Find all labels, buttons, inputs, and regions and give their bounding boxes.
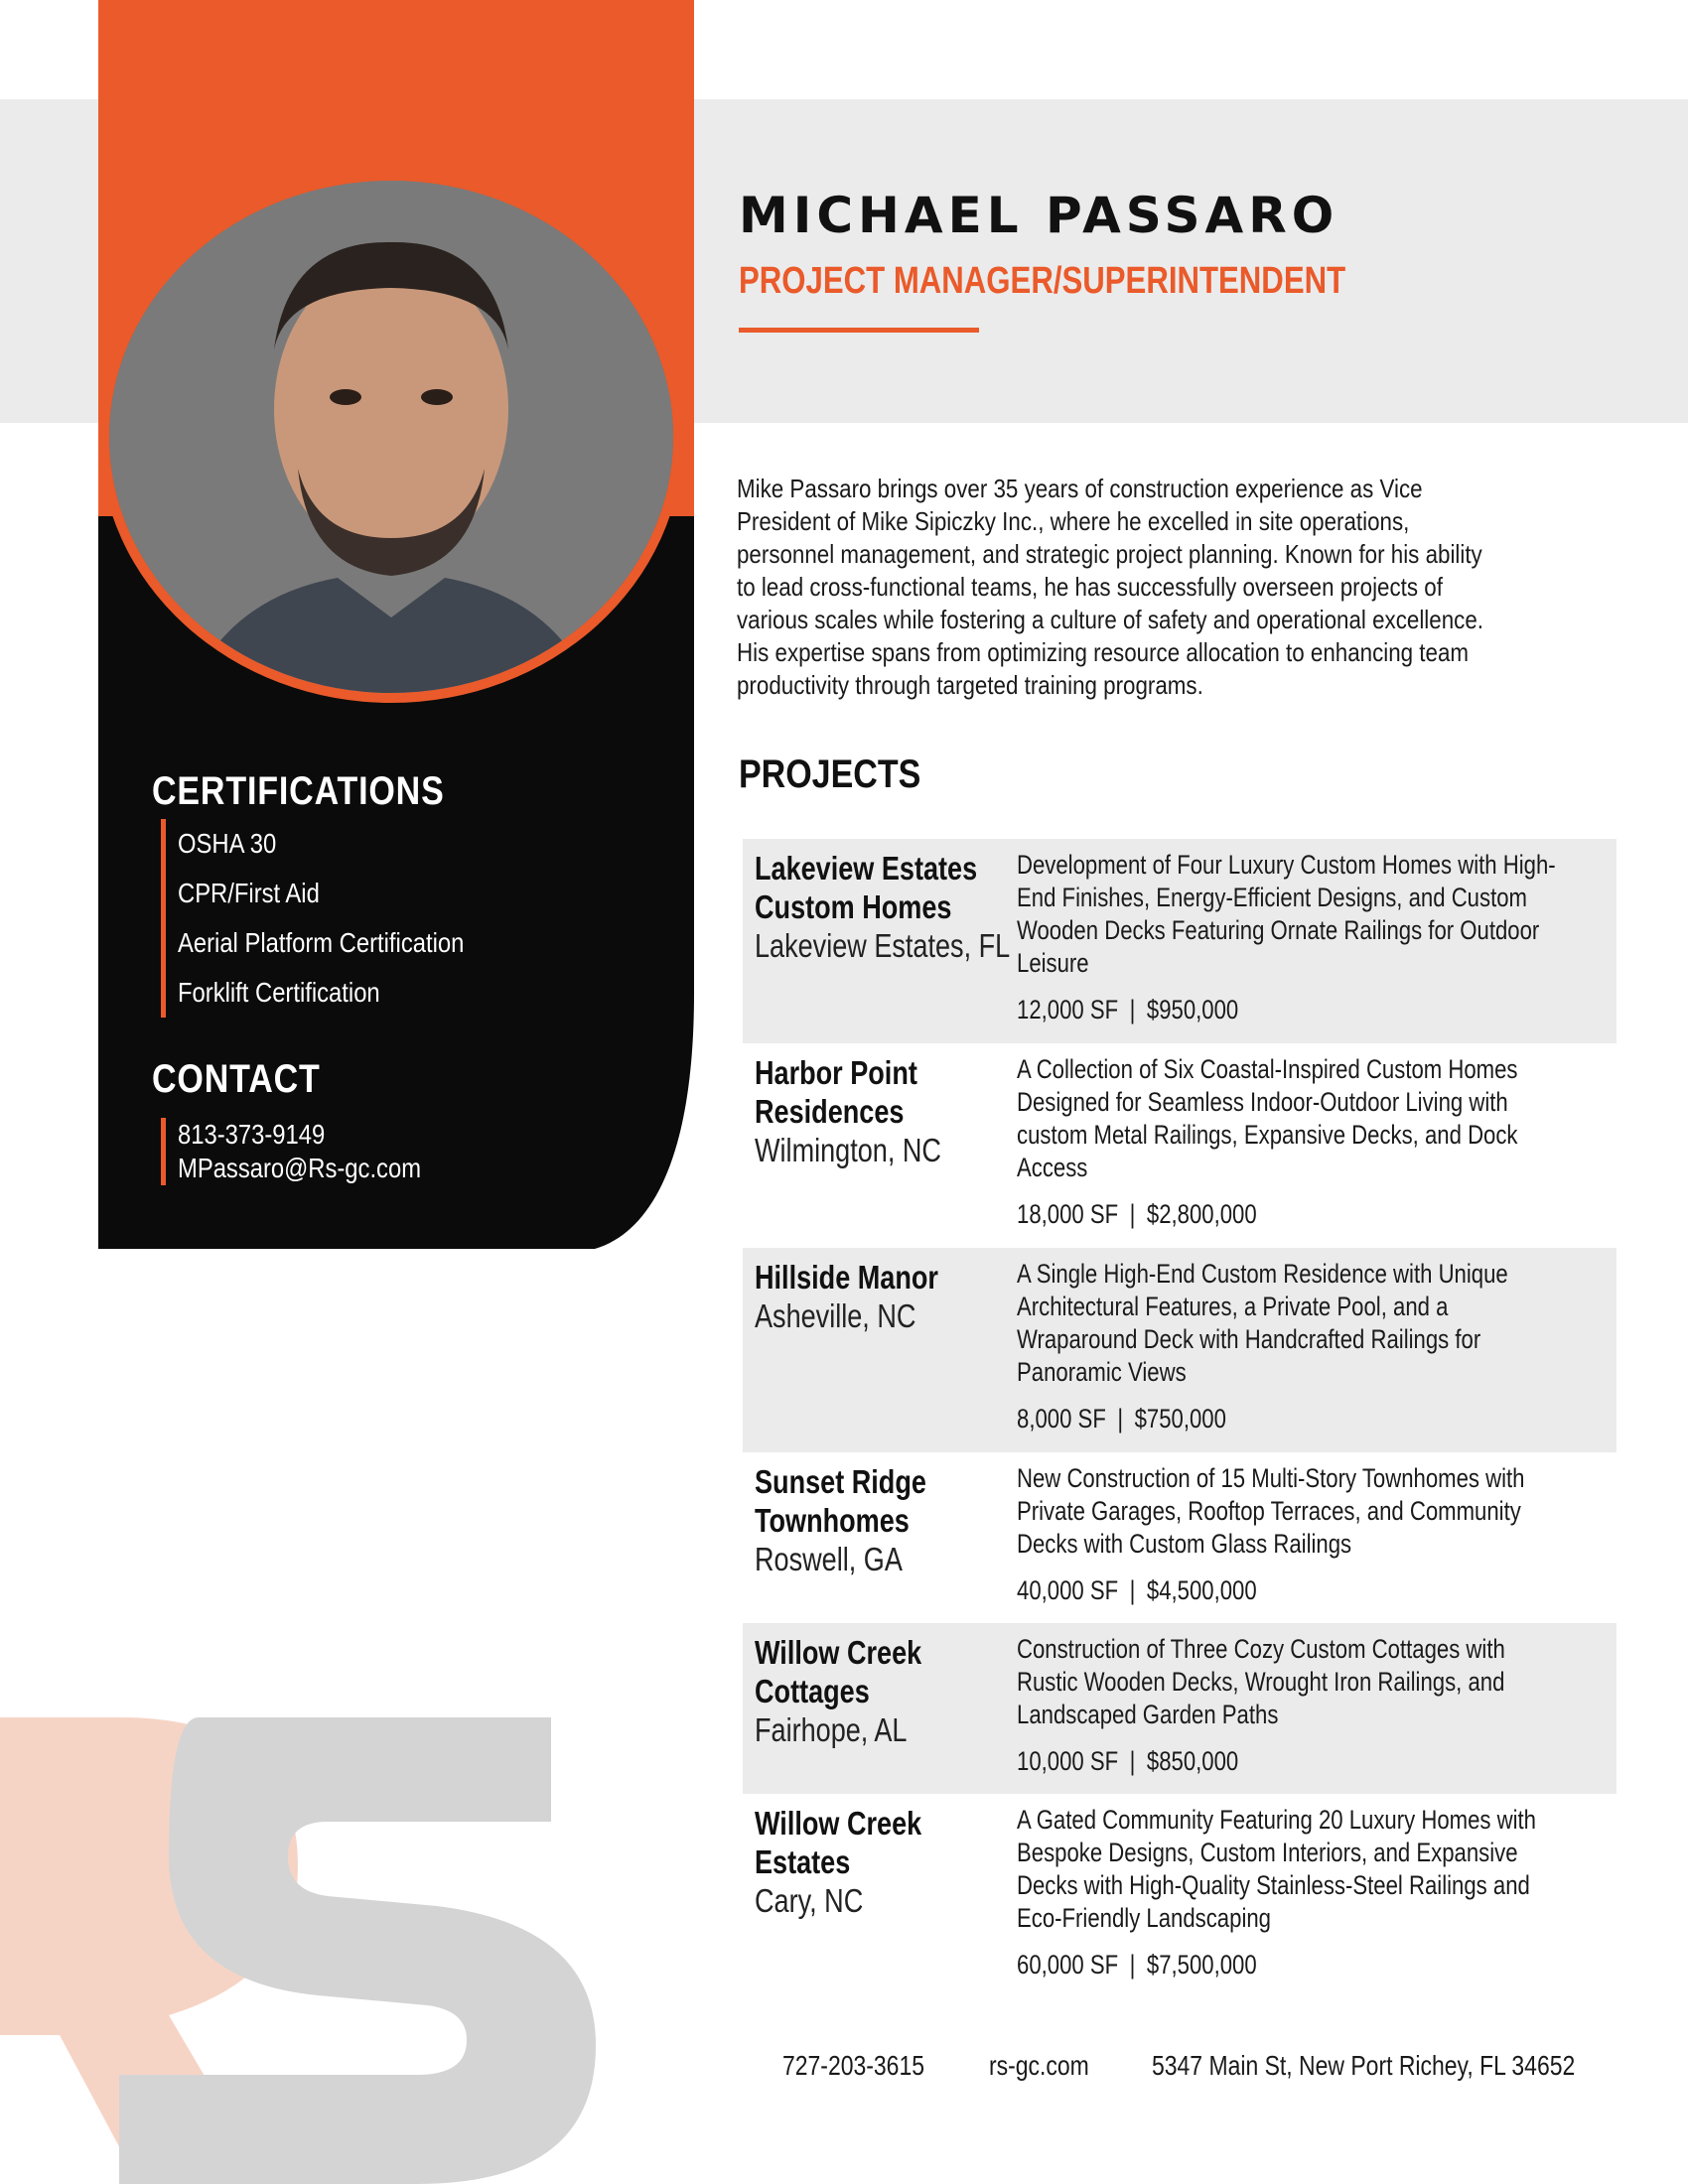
project-description: A Single High-End Custom Residence with Unique Architectural Features, a Private Pool, and a Wraparound Deck with Handcrafted Railings for Panoramic Views (1017, 1259, 1508, 1387)
project-name: Sunset Ridge (755, 1463, 926, 1500)
project-stats: 12,000 SF | $950,000 (1017, 995, 1239, 1024)
project-description: A Gated Community Featuring 20 Luxury Homes with Bespoke Designs, Custom Interiors, and Expansive Decks with High-Quality Stainless-Steel Railings and Eco-Friendly Landscaping (1017, 1805, 1536, 1933)
project-name: Willow Creek (755, 1634, 922, 1671)
project-value: $2,800,000 (1146, 1199, 1257, 1229)
project-location: Fairhope, AL (755, 1711, 908, 1748)
project-description: A Collection of Six Coastal-Inspired Custom Homes Designed for Seamless Indoor-Outdoor Living with custom Metal Railings, Expansive Decks, and Dock Access (1017, 1054, 1518, 1182)
project-value: $7,500,000 (1146, 1950, 1257, 1979)
project-name: Residences (755, 1093, 905, 1130)
project-stats: 10,000 SF | $850,000 (1017, 1746, 1239, 1776)
project-size: 40,000 SF (1017, 1575, 1119, 1605)
certification-item: OSHA 30 (178, 828, 277, 859)
certification-item: Forklift Certification (178, 977, 380, 1008)
project-value: $4,500,000 (1146, 1575, 1257, 1605)
project-location: Roswell, GA (755, 1541, 903, 1577)
person-name: MICHAEL PASSARO (739, 187, 1339, 244)
project-location: Lakeview Estates, FL (755, 927, 1011, 964)
project-value: $850,000 (1146, 1746, 1239, 1776)
project-location: Asheville, NC (755, 1297, 916, 1334)
footer-address: 5347 Main St, New Port Richey, FL 34652 (1152, 2050, 1576, 2081)
footer-phone[interactable]: 727-203-3615 (782, 2050, 924, 2081)
portrait-photo-icon (109, 181, 673, 693)
contact-email[interactable]: MPassaro@Rs-gc.com (178, 1153, 422, 1183)
project-name: Willow Creek (755, 1805, 922, 1842)
project-name: Estates (755, 1843, 851, 1880)
projects-heading: PROJECTS (739, 752, 921, 796)
project-location: Cary, NC (755, 1882, 864, 1919)
project-row (743, 1623, 1617, 1794)
project-name: Townhomes (755, 1502, 910, 1539)
rs-logo-watermark-icon (0, 1717, 635, 2184)
project-stats: 40,000 SF | $4,500,000 (1017, 1575, 1257, 1605)
project-name: Cottages (755, 1673, 870, 1709)
footer-website[interactable]: rs-gc.com (989, 2050, 1089, 2081)
contact-list (161, 1118, 464, 1185)
person-role: PROJECT MANAGER/SUPERINTENDENT (739, 260, 1346, 302)
certification-item: CPR/First Aid (178, 878, 320, 908)
project-size: 8,000 SF (1017, 1404, 1106, 1433)
project-value: $750,000 (1134, 1404, 1226, 1433)
project-row (743, 1452, 1617, 1623)
project-stats: 8,000 SF | $750,000 (1017, 1404, 1226, 1433)
project-description: New Construction of 15 Multi-Story Townhomes with Private Garages, Rooftop Terraces, and Community Decks with Custom Glass Railings (1017, 1463, 1525, 1559)
bio-paragraph: Mike Passaro brings over 35 years of construction experience as Vice President of Mike Sipiczky Inc., where he excelled in site operations, personnel management, and strategic project planning. Known for his ability to lead cross-functional teams, he has successfully overseen projects of various scales while fostering a culture of safety and operational excellence. His expertise spans from optimizing resource allocation to enhancing team productivity through targeted training programs. (737, 474, 1483, 700)
project-description: Development of Four Luxury Custom Homes with High-End Finishes, Energy-Efficient Designs, and Custom Wooden Decks Featuring Ornate Railings for Outdoor Leisure (1017, 850, 1556, 978)
project-size: 60,000 SF (1017, 1950, 1119, 1979)
project-location: Wilmington, NC (755, 1132, 941, 1168)
project-name: Harbor Point (755, 1054, 917, 1091)
project-name: Custom Homes (755, 888, 952, 925)
contact-phone[interactable]: 813-373-9149 (178, 1119, 326, 1150)
project-description: Construction of Three Cozy Custom Cottages with Rustic Wooden Decks, Wrought Iron Railings, and Landscaped Garden Paths (1017, 1634, 1505, 1729)
project-size: 12,000 SF (1017, 995, 1119, 1024)
project-stats: 18,000 SF | $2,800,000 (1017, 1199, 1257, 1229)
project-size: 18,000 SF (1017, 1199, 1119, 1229)
project-stats: 60,000 SF | $7,500,000 (1017, 1950, 1257, 1979)
project-name: Lakeview Estates (755, 850, 978, 887)
contact-heading: CONTACT (152, 1057, 321, 1101)
certifications-list (161, 819, 514, 1018)
certification-item: Aerial Platform Certification (178, 927, 465, 958)
project-size: 10,000 SF (1017, 1746, 1119, 1776)
portrait-frame (99, 171, 683, 703)
certifications-heading: CERTIFICATIONS (152, 769, 445, 813)
projects-table (743, 839, 1617, 1998)
project-name: Hillside Manor (755, 1259, 938, 1296)
project-row (743, 1043, 1617, 1248)
project-row (743, 1248, 1617, 1452)
role-underline (739, 328, 979, 333)
project-value: $950,000 (1146, 995, 1239, 1024)
project-row (743, 1794, 1617, 1998)
project-row (743, 839, 1617, 1043)
